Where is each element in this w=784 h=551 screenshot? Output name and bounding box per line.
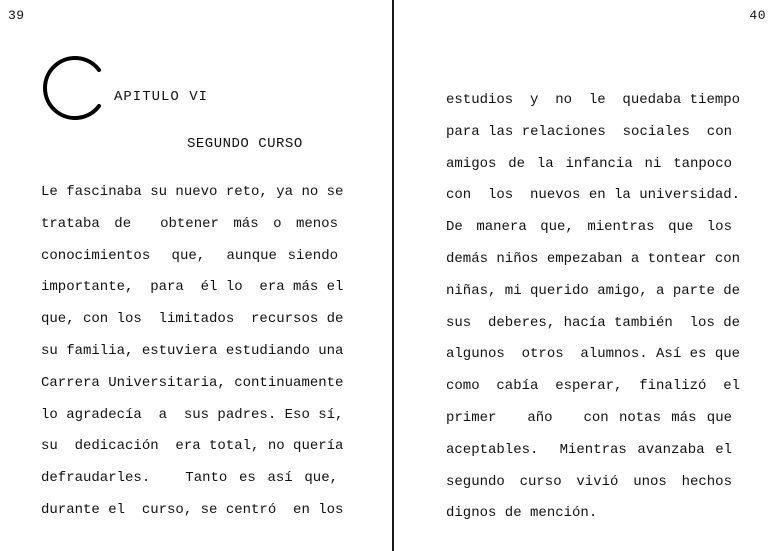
text-line: demás niños empezaban a tontear con bbox=[446, 250, 741, 267]
text-line: dignos de mención. bbox=[446, 505, 598, 522]
text-line: lo agradecía a sus padres. Eso sí, bbox=[41, 406, 344, 423]
text-line: niñas, mi querido amigo, a parte de bbox=[446, 282, 741, 299]
text-line: algunos otros alumnos. Así es que bbox=[446, 346, 741, 363]
text-line: segundo curso vivió unos hechos bbox=[446, 473, 732, 490]
text-line: Carrera Universitaria, continuamente bbox=[41, 374, 344, 391]
text-line: conocimientos que, aunque siendo bbox=[41, 247, 338, 264]
text-line: sus deberes, hacía también los de bbox=[446, 314, 741, 331]
text-line: Le fascinaba su nuevo reto, ya no se bbox=[41, 184, 344, 200]
left-page-body bbox=[41, 180, 344, 530]
dropcap-c-icon bbox=[40, 54, 110, 124]
page-number-left: 39 bbox=[8, 8, 25, 23]
text-line: su dedicación era total, no quería bbox=[41, 438, 344, 455]
text-line: importante, para él lo era más el bbox=[41, 279, 344, 296]
text-line: su familia, estuviera estudiando una bbox=[41, 342, 344, 359]
right-page bbox=[394, 0, 784, 551]
text-line: trataba de obtener más o menos bbox=[41, 215, 338, 232]
text-line: defraudarles. Tanto es así que, bbox=[41, 470, 338, 487]
right-page-body bbox=[446, 88, 741, 533]
text-line: para las relaciones sociales con bbox=[446, 123, 732, 140]
text-line: como cabía esperar, finalizó el bbox=[446, 378, 741, 395]
text-line: primer año con notas más que bbox=[446, 409, 732, 426]
page-number-right: 40 bbox=[749, 8, 766, 23]
text-line: amigos de la infancia ni tanpoco bbox=[446, 155, 732, 172]
text-line: durante el curso, se centró en los bbox=[41, 501, 344, 518]
text-line: aceptables. Mientras avanzaba el bbox=[446, 441, 732, 458]
text-line: con los nuevos en la universidad. bbox=[446, 187, 741, 204]
chapter-title: APITULO VI bbox=[114, 89, 209, 105]
text-line: De manera que, mientras que los bbox=[446, 219, 732, 236]
text-line: estudios y no le quedaba tiempo bbox=[446, 92, 741, 108]
text-line: que, con los limitados recursos de bbox=[41, 311, 344, 328]
section-title: SEGUNDO CURSO bbox=[187, 136, 303, 152]
